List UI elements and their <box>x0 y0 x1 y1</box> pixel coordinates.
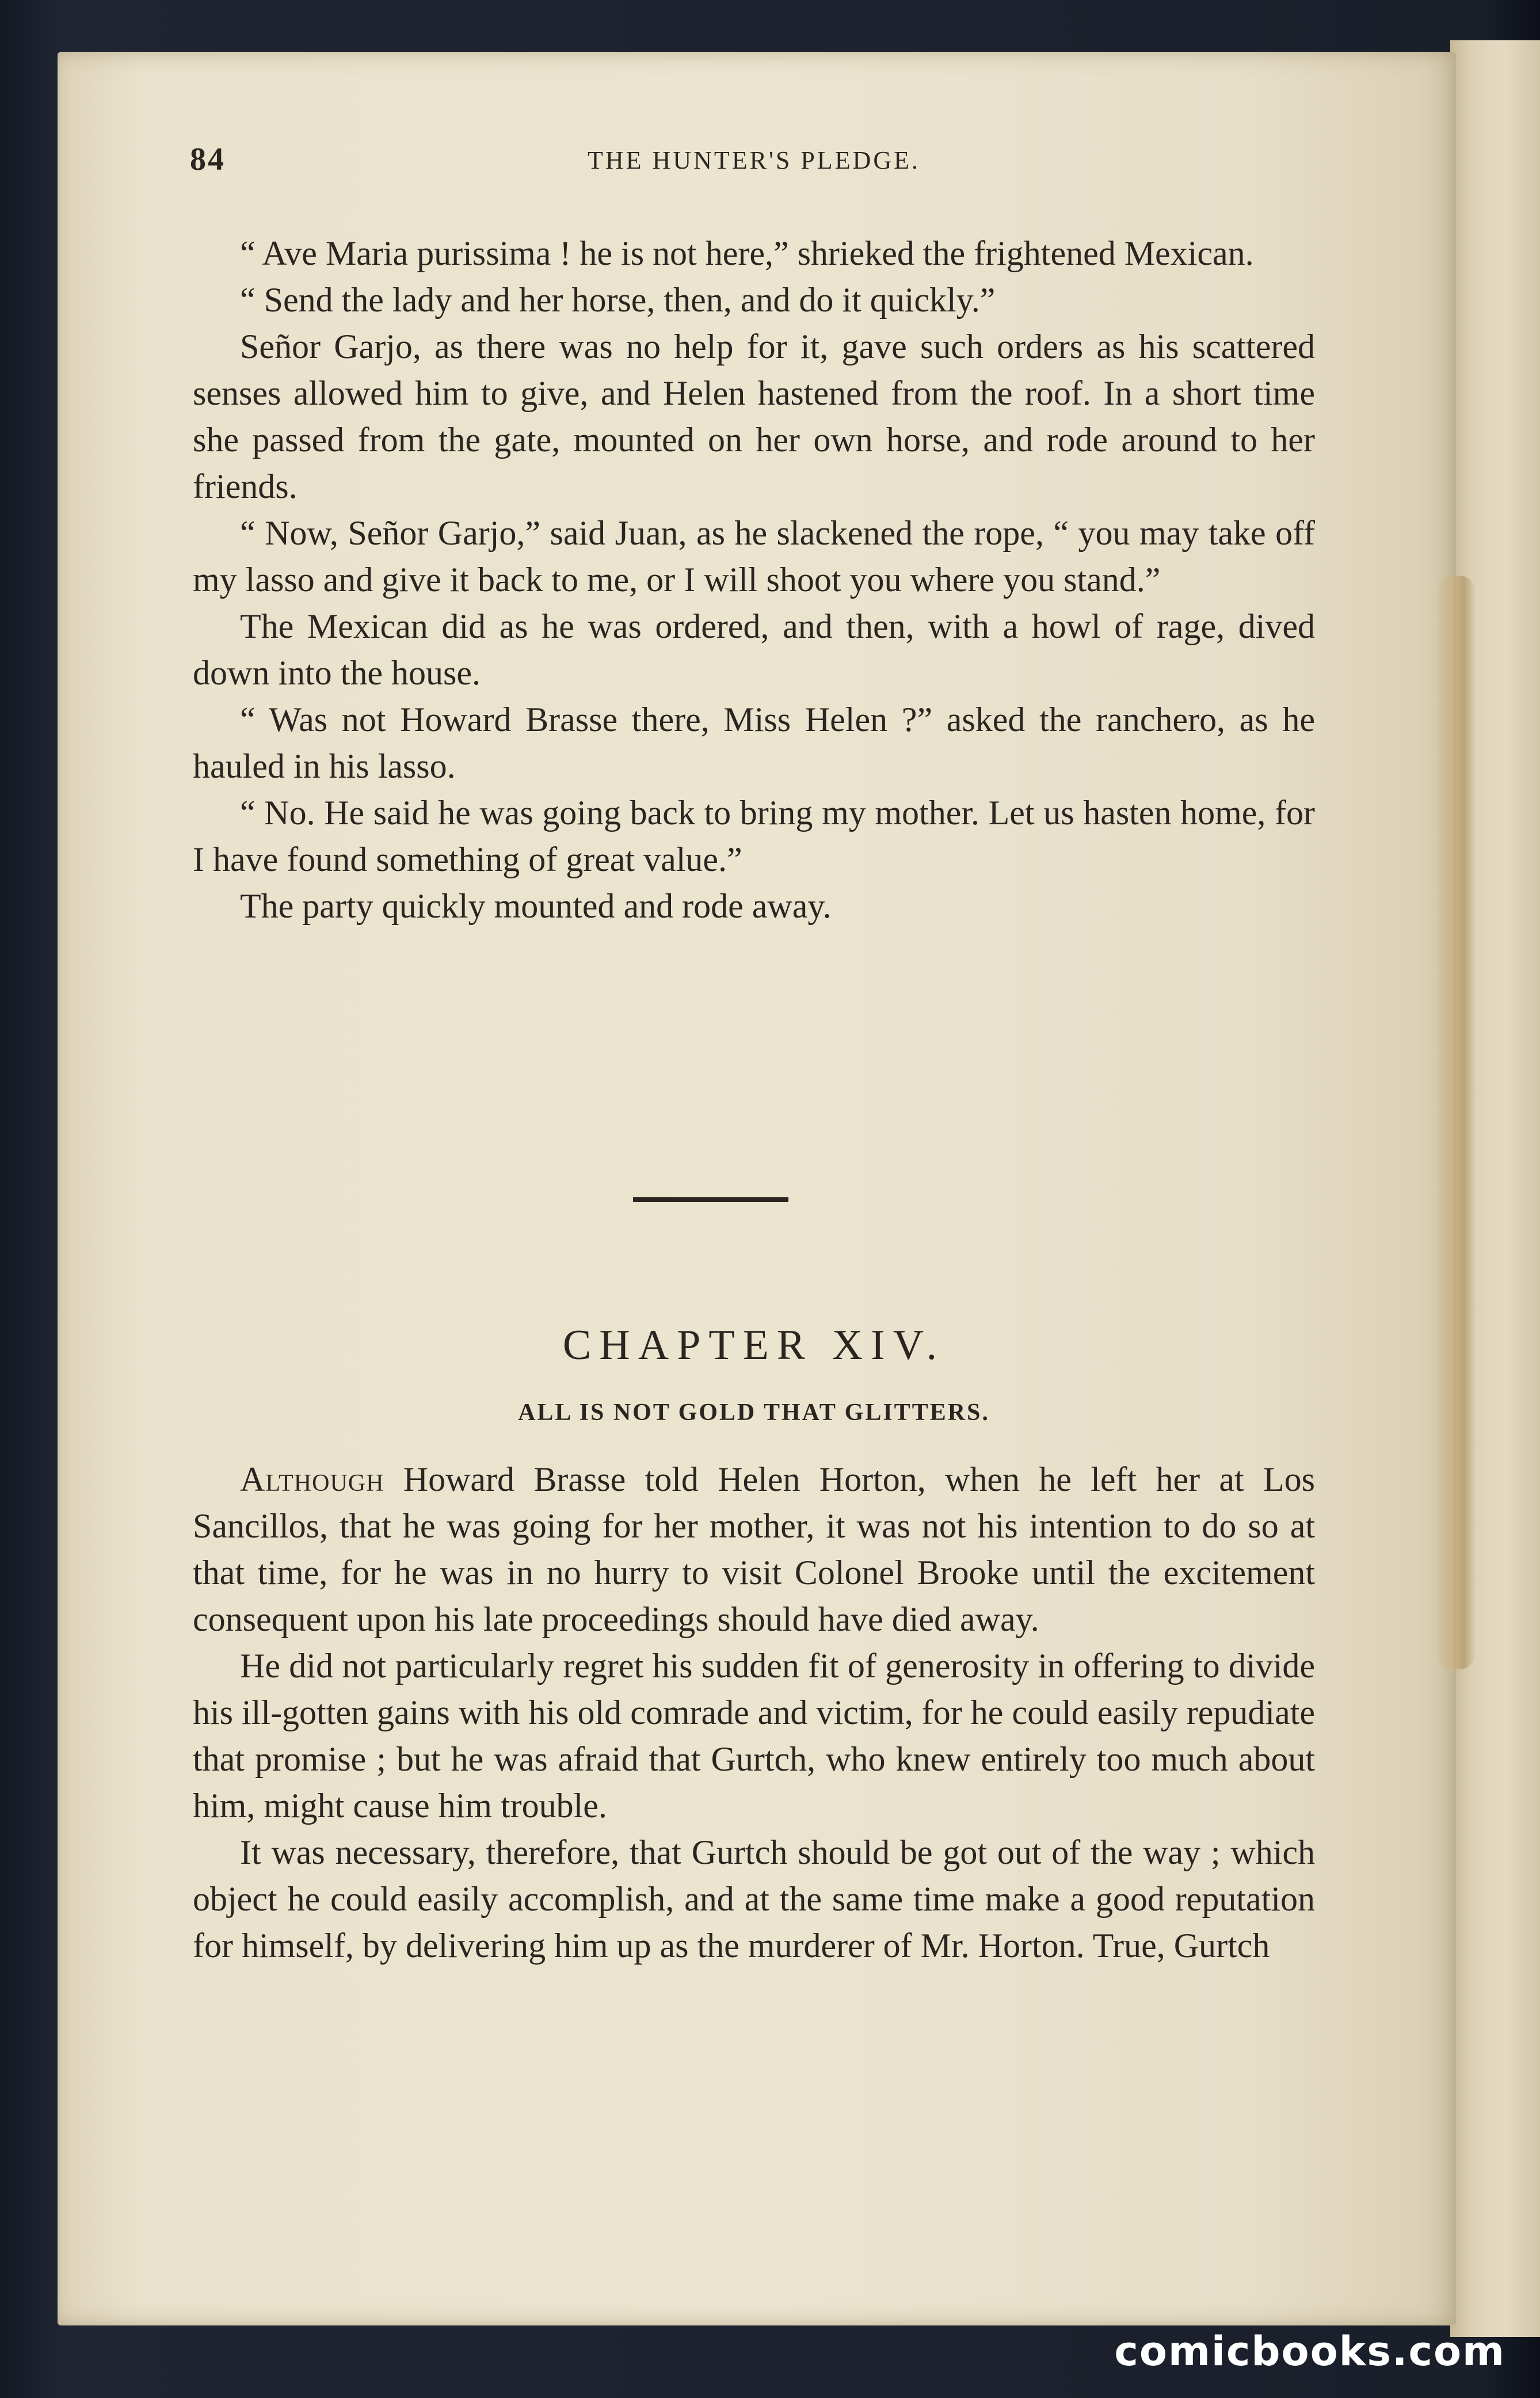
paragraph: It was necessary, therefore, that Gurtch should be got out of the way ; which object he could easily accomplish, and at the same time make a good reputation for himself, by delivering him up as the murderer of Mr. Horton. True, Gurtch <box>193 1833 1315 1965</box>
opening-paragraph <box>193 1456 1315 1643</box>
opening-text: Howard Brasse told Helen Horton, when he left her at Los Sancillos, that he was going for her mother, it was not his intention to do so at that time, for he was in no hurry to visit Colonel Brooke until the excitement consequent upon his late proceedings should have died away. <box>193 1460 1315 1638</box>
paragraph: “ Send the lady and her horse, then, and do it quickly.” <box>240 281 996 319</box>
running-head <box>190 141 1318 181</box>
paragraph: “ Was not Howard Brasse there, Miss Helen ?” asked the ranchero, as he hauled in his lasso. <box>193 701 1315 785</box>
paragraph: He did not particularly regret his sudden fit of generosity in offering to divide his ill-gotten gains with his old comrade and victim, for he could easily repudiate that promise ; but he was afraid that Gurtch, who knew entirely too much about him, might cause him trouble. <box>193 1647 1315 1825</box>
paragraph: “ Ave Maria purissima ! he is not here,” shrieked the frightened Mexican. <box>240 234 1254 272</box>
page-number: 84 <box>190 142 226 177</box>
paragraph: Señor Garjo, as there was no help for it, gave such orders as his scattered senses allowed him to give, and Helen hastened from the roof. In a short time she passed from the gate, mounted on her own horse, and rode around to her friends. <box>193 328 1315 505</box>
watermark: comicbooks.com <box>1114 2328 1505 2375</box>
chapter-title: CHAPTER XIV. <box>562 1322 946 1369</box>
chapter-subtitle: ALL IS NOT GOLD THAT GLITTERS. <box>518 1399 990 1426</box>
section-divider <box>633 1197 788 1202</box>
text-block-1 <box>193 230 1315 930</box>
running-title: THE HUNTER'S PLEDGE. <box>587 146 920 174</box>
paragraph: “ No. He said he was going back to bring my mother. Let us hasten home, for I have found something of great value.” <box>193 794 1315 878</box>
paragraph: “ Now, Señor Garjo,” said Juan, as he slackened the rope, “ you may take off my lasso and give it back to me, or I will shoot you where you stand.” <box>193 514 1315 599</box>
paragraph: The Mexican did as he was ordered, and then, with a howl of rage, dived down into the house. <box>193 607 1315 692</box>
text-block-2 <box>193 1456 1315 1969</box>
paragraph: The party quickly mounted and rode away. <box>240 887 832 925</box>
page-fold <box>1436 576 1476 1669</box>
opening-word: Although <box>240 1460 384 1498</box>
